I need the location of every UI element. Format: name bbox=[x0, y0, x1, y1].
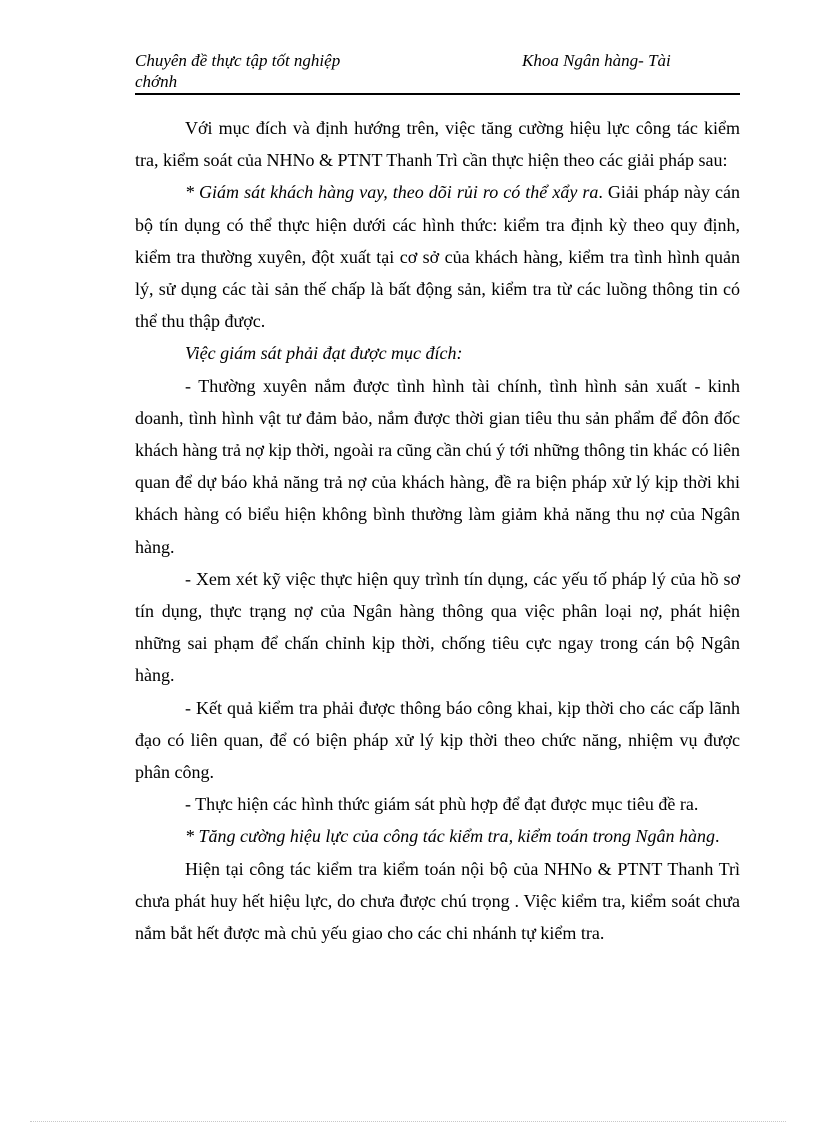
header-document-title: Chuyên đề thực tập tốt nghiệp bbox=[135, 51, 341, 70]
header-rule bbox=[135, 93, 740, 95]
paragraph: Việc giám sát phải đạt được mục đích: bbox=[185, 343, 463, 364]
paragraph: - Thường xuyên nắm được tình hình tài chính, tình hình sản xuất - kinh doanh, tình hình vật tư đảm bảo, nắm được thời gian tiêu thu sản phẩm để đôn đốc khách hàng trả nợ kịp thời, ngoài ra cũng cần chú ý tới những thông tin khác có liên quan để dự báo khả năng trả nợ của khách hàng, đề ra biện pháp xử lý kịp thời khi khách hàng có biểu hiện không bình thường làm giảm khả năng thu nợ của Ngân hàng. bbox=[135, 375, 740, 557]
header-faculty-name-continuation: chớnh bbox=[135, 72, 178, 91]
header-faculty-name: Khoa Ngân hàng- Tài bbox=[522, 51, 671, 70]
paragraph: - Thực hiện các hình thức giám sát phù hợp để đạt được mục tiêu đề ra. bbox=[185, 794, 699, 815]
paragraph: - Xem xét kỹ việc thực hiện quy trình tín dụng, các yếu tố pháp lý của hồ sơ tín dụng, thực trạng nợ của Ngân hàng thông qua việc phân loại nợ, phát hiện những sai phạm để chấn chỉnh kịp thời, chống tiêu cực ngay trong cán bộ Ngân hàng. bbox=[135, 568, 740, 686]
paragraph: * Tăng cường hiệu lực của công tác kiểm tra, kiểm toán trong Ngân hàng. bbox=[185, 826, 720, 847]
paragraph: Với mục đích và định hướng trên, việc tăng cường hiệu lực công tác kiểm tra, kiểm soát của NHNo & PTNT Thanh Trì cần thực hiện theo các giải pháp sau: bbox=[135, 118, 740, 171]
document-body bbox=[135, 112, 740, 949]
page-header bbox=[135, 50, 740, 94]
page-bottom-divider bbox=[30, 1121, 786, 1122]
paragraph: - Kết quả kiểm tra phải được thông báo công khai, kịp thời cho các cấp lãnh đạo có liên quan, để có biện pháp xử lý kịp thời theo chức năng, nhiệm vụ được phân công. bbox=[135, 697, 740, 783]
paragraph: * Giám sát khách hàng vay, theo dõi rủi ro có thể xẩy ra. Giải pháp này cán bộ tín dụng có thể thực hiện dưới các hình thức: kiểm tra định kỳ theo quy định, kiểm tra thường xuyên, đột xuất tại cơ sở của khách hàng, kiểm tra tình hình quản lý, sử dụng các tài sản thế chấp là bất động sản, kiểm tra từ các luồng thông tin có thể thu thập được. bbox=[135, 182, 741, 332]
paragraph: Hiện tại công tác kiểm tra kiểm toán nội bộ của NHNo & PTNT Thanh Trì chưa phát huy hết hiệu lực, do chưa được chú trọng . Việc kiểm tra, kiểm soát chưa nắm bắt hết được mà chủ yếu giao cho các chi nhánh tự kiểm tra. bbox=[135, 858, 740, 944]
